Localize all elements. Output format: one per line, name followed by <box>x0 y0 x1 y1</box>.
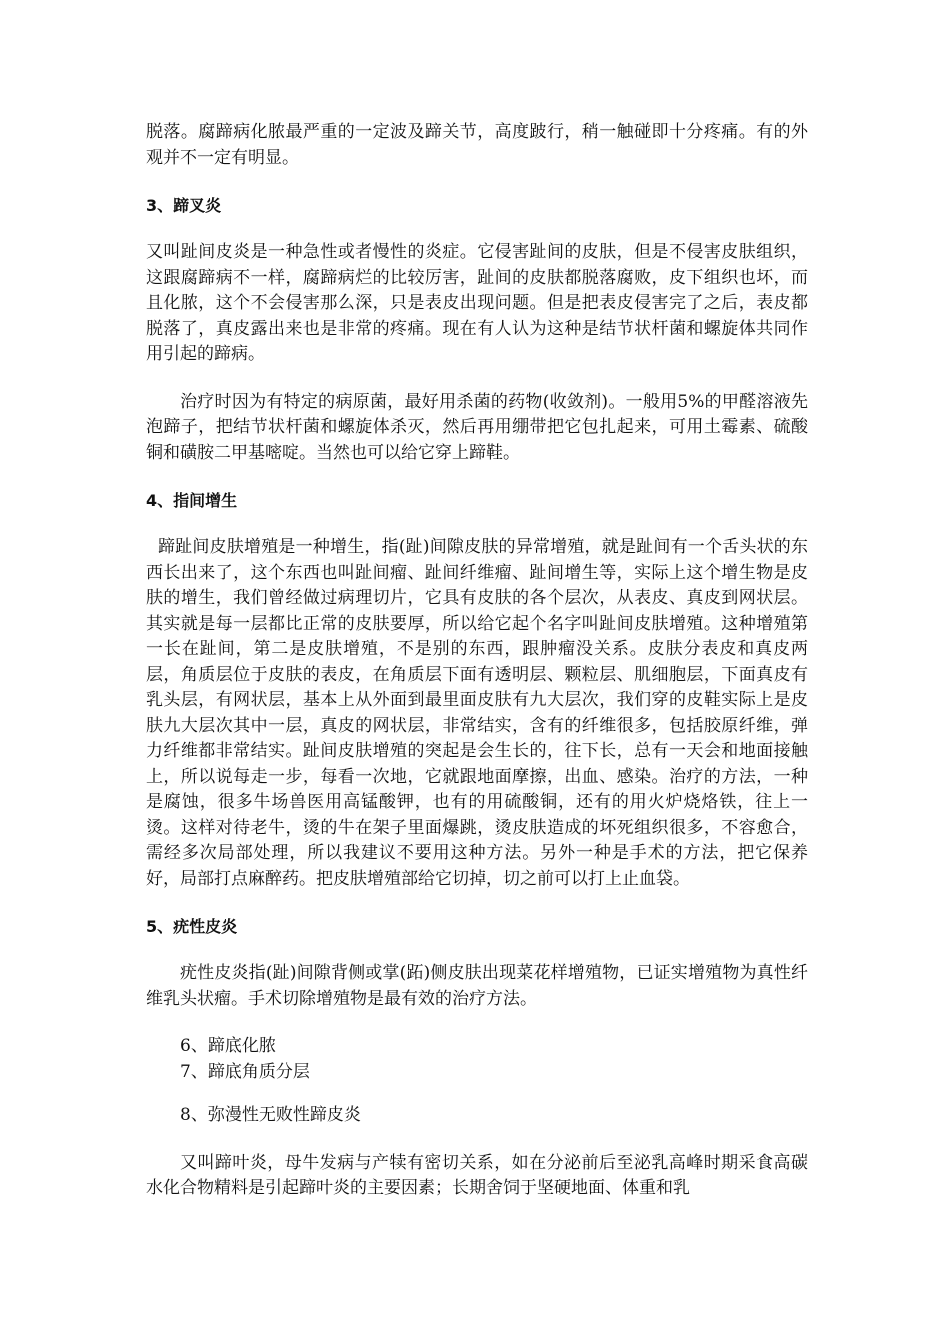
paragraph-continuation: 脱落。腐蹄病化脓最严重的一定波及蹄关节，高度跛行，稍一触碰即十分疼痛。有的外观并不一定有明显。 <box>146 122 808 168</box>
paragraph-hoof-fork: 又叫趾间皮炎是一种急性或者慢性的炎症。它侵害趾间的皮肤，但是不侵害皮肤组织，这跟腐蹄病不一样，腐蹄病烂的比较厉害，趾间的皮肤都脱落腐败，皮下组织也坏，而且化脓，这个不会侵害那么深，只是表皮出现问题。但是把表皮侵害完了之后，表皮都脱落了，真皮露出来也是非常的疼痛。现在有人认为这种是结节状杆菌和螺旋体共同作用引起的蹄病。 <box>146 242 808 364</box>
paragraph-treatment: 治疗时因为有特定的病原菌，最好用杀菌的药物(收敛剂)。一般用5%的甲醛溶液先泡蹄子，把结节状杆菌和螺旋体杀灭，然后再用绷带把它包扎起来，可用土霉素、硫酸铜和磺胺二甲基嘧啶。当然也可以给它穿上蹄鞋。 <box>146 391 808 463</box>
paragraph-laminitis: 又叫蹄叶炎，母牛发病与产犊有密切关系，如在分泌前后至泌乳高峰时期采食高碳水化合物精料是引起蹄叶炎的主要因素；长期舍饲于坚硬地面、体重和乳 <box>146 1152 808 1198</box>
list-item: 7、蹄底角质分层 <box>180 1061 310 1082</box>
list-item: 8、弥漫性无败性蹄皮炎 <box>180 1105 361 1125</box>
heading-4: 4、指间增生 <box>146 491 238 510</box>
heading-5: 5、疣性皮炎 <box>146 917 238 936</box>
document-page <box>146 120 808 1202</box>
heading-3: 3、蹄叉炎 <box>146 196 222 215</box>
paragraph-verrucous: 疣性皮炎指(趾)间隙背侧或掌(跖)侧皮肤出现菜花样增殖物，已证实增殖物为真性纤维乳头状瘤。手术切除增殖物是最有效的治疗方法。 <box>146 963 808 1009</box>
list-item: 6、蹄底化脓 <box>180 1036 276 1056</box>
paragraph-interdigital: 蹄趾间皮肤增殖是一种增生，指(趾)间隙皮肤的异常增殖，就是趾间有一个舌头状的东西长出来了，这个东西也叫趾间瘤、趾间纤维瘤、趾间增生等，实际上这个增生物是皮肤的增生，我们曾经做过病理切片，它具有皮肤的各个层次，从表皮、真皮到网状层。其实就是每一层都比正常的皮肤要厚，所以给它起个名字叫趾间皮肤增殖。这种增殖第一长在趾间，第二是皮肤增殖，不是别的东西，跟肿瘤没关系。皮肤分表皮和真皮两层，角质层位于皮肤的表皮，在角质层下面有透明层、颗粒层、肌细胞层，下面真皮有乳头层，有网状层，基本上从外面到最里面皮肤有九大层次，我们穿的皮鞋实际上是皮肤九大层次其中一层，真皮的网状层，非常结实，含有的纤维很多，包括胶原纤维，弹力纤维都非常结实。趾间皮肤增殖的突起是会生长的，往下长，总有一天会和地面接触上，所以说每走一步，每看一次地，它就跟地面摩擦，出血、感染。治疗的方法，一种是腐蚀，很多牛场兽医用高锰酸钾，也有的用硫酸铜，还有的用火炉烧烙铁，往上一烫。这样对待老牛，烫的牛在架子里面爆跳，烫皮肤造成的坏死组织很多，不容愈合，需经多次局部处理，所以我建议不要用这种方法。另外一种是手术的方法，把它保养好，局部打点麻醉药。把皮肤增殖部给它切掉，切之前可以打上止血袋。 <box>146 537 808 889</box>
numbered-list <box>146 1034 808 1129</box>
